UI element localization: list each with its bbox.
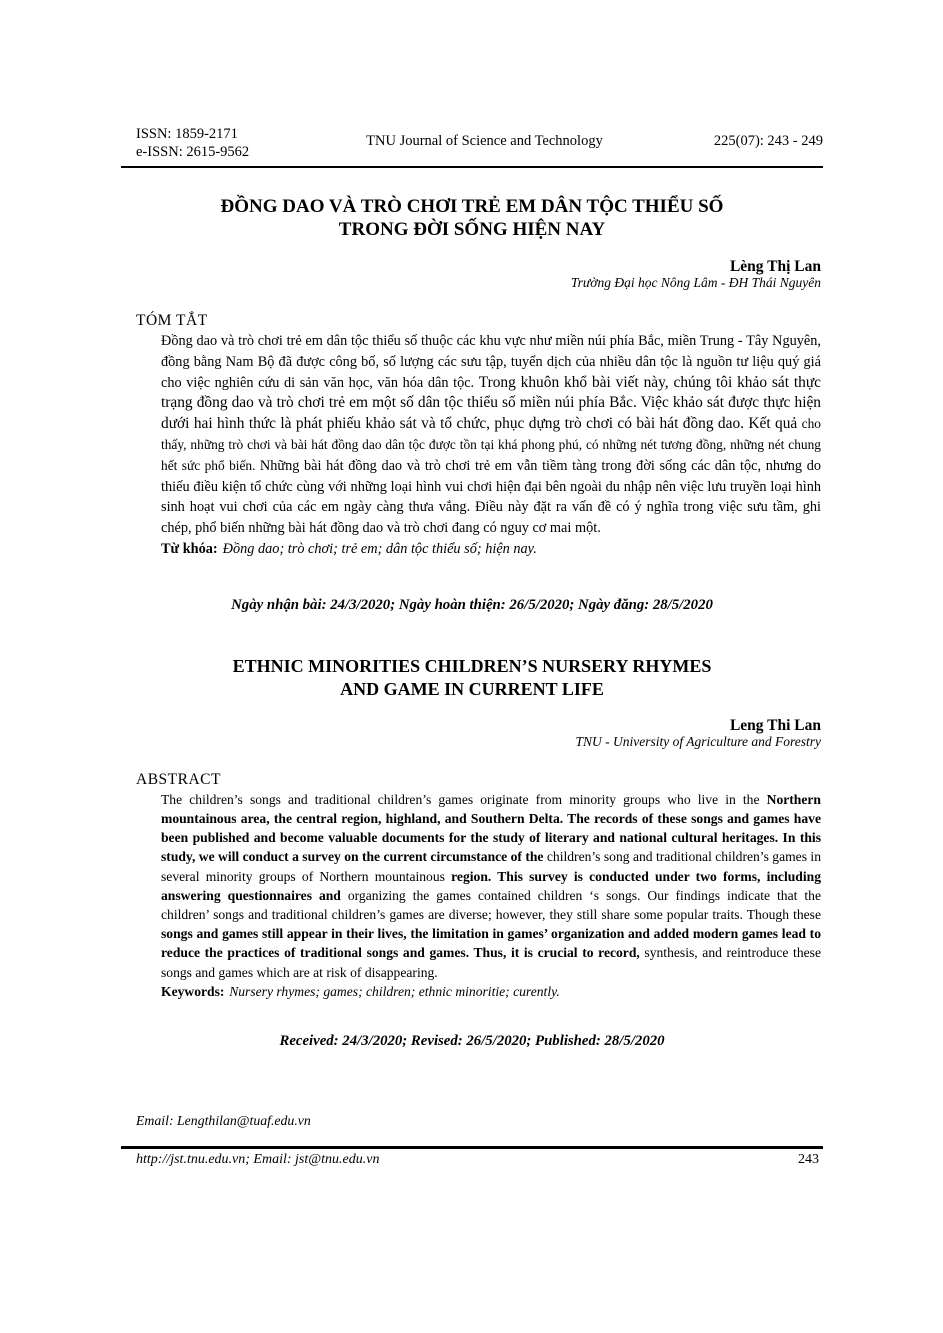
english-title <box>121 655 823 701</box>
corresponding-email: Email: Lengthilan@tuaf.edu.vn <box>136 1113 311 1128</box>
english-abstract-text <box>161 790 821 982</box>
english-author-affiliation: TNU - University of Agriculture and Forestry <box>575 733 821 749</box>
vietnamese-author-name: Lèng Thị Lan <box>729 258 821 275</box>
footer-divider <box>121 1146 823 1149</box>
vietnamese-abstract-seg3: cho thấy, những trò chơi và bài hát đồng dao dân tộc được tồn tại khá phong phú, có những nét tương đồng, những nét chung hết sức phổ biến. <box>161 416 821 473</box>
issn-electronic: e-ISSN: 2615-9562 <box>136 143 250 160</box>
vietnamese-abstract-seg2: Trong khuôn khổ bài viết này, chúng tôi khảo sát thực trạng đồng dao và trò chơi trẻ em một số dân tộc thiểu số miền núi phía Bắc. Việc khảo sát được thực hiện dưới hai hình thức là phát phiếu khảo sát và tổ chức, phục dựng trò chơi có bài hát đồng dao. Kết quả <box>161 373 821 433</box>
english-abstract-seg3: children’s song and traditional children’s games in several minority groups of Northern mountainous <box>161 849 821 884</box>
issn-block <box>121 126 336 161</box>
issue-info: 225(07): 243 - 249 <box>713 133 823 149</box>
vietnamese-dates-line: Ngày nhận bài: 24/3/2020; Ngày hoàn thiện: 26/5/2020; Ngày đăng: 28/5/2020 <box>231 596 713 613</box>
english-author-name: Leng Thi Lan <box>729 716 821 734</box>
english-abstract-seg7: synthesis, and reintroduce these songs and games which are at risk of disappearing. <box>161 945 821 980</box>
english-abstract-seg4: region. This survey is conducted under two forms, including answering questionnaires and <box>161 868 821 903</box>
english-abstract-seg5: organizing the games contained children ‘s songs. Our findings indicate that the children’ songs and traditional children’s games are diverse; however, they still share some popular traits. Though these <box>161 887 821 922</box>
journal-header <box>121 126 823 168</box>
english-keywords-line <box>161 982 821 1001</box>
journal-website: http://jst.tnu.edu.vn; Email: jst@tnu.edu.vn <box>136 1152 380 1167</box>
vietnamese-title-line1: ĐỒNG DAO VÀ TRÒ CHƠI TRẺ EM DÂN TỘC THIỂU SỐ <box>220 196 724 217</box>
vietnamese-title-line2: TRONG ĐỜI SỐNG HIỆN NAY <box>338 219 606 240</box>
english-title-line1: ETHNIC MINORITIES CHILDREN’S NURSERY RHYMES <box>232 655 712 676</box>
english-keywords-text: Nursery rhymes; games; children; ethnic minoritie; curently. <box>229 983 560 999</box>
vietnamese-keywords-line <box>161 539 821 560</box>
page-number: 243 <box>798 1152 819 1167</box>
english-abstract-seg1: The children’s songs and traditional children’s games originate from minority groups who live in the <box>161 791 767 807</box>
english-author-block <box>121 717 823 750</box>
vietnamese-abstract-seg4: Những bài hát đồng dao và trò chơi trẻ em vẫn tiềm tàng trong đời sống các dân tộc, nhưng do thiếu điều kiện tổ chức cùng với những loại hình vui chơi hiện đại bên ngoài du nhập nên việc lưu truyền loại hình sinh hoạt vui chơi của các em ngày càng thưa vắng. Điều này đặt ra vấn đề có ý nghĩa trong việc sưu tầm, ghi chép, phổ biến những bài hát đồng dao và trò chơi đang có nguy cơ mai một. <box>161 457 821 537</box>
english-abstract-heading: ABSTRACT <box>136 770 221 788</box>
vietnamese-abstract-text <box>161 331 821 539</box>
english-abstract-seg2: Northern mountainous area, the central region, highland, and Southern Delta. The records of these songs and games have been published and become valuable documents for the study of literary and national cultural heritages. In this study, we will conduct a survey on the current circumstance of the <box>161 791 821 865</box>
footer-row <box>121 1152 823 1168</box>
vietnamese-author-block <box>121 258 823 291</box>
english-dates-line: Received: 24/3/2020; Revised: 26/5/2020; Published: 28/5/2020 <box>279 1033 665 1049</box>
vietnamese-author-affiliation: Trường Đại học Nông Lâm - ĐH Thái Nguyên <box>570 275 821 290</box>
english-abstract-seg6: songs and games still appear in their lives, the limitation in games’ organization and added modern games lead to reduce the practices of traditional songs and games. Thus, it is crucial to record, <box>161 926 821 961</box>
vietnamese-abstract-seg1: Đồng dao và trò chơi trẻ em dân tộc thiểu số thuộc các khu vực như miền núi phía Bắc, miền Trung - Tây Nguyên, đồng bằng Nam Bộ đã được công bố, số lượng các sưu tập, tuyển dịch của nhiều dân tộc là nguồn tư liệu quý giá cho việc nghiên cứu di sản văn học, văn hóa dân tộc. <box>161 333 821 391</box>
vietnamese-keywords-label: Từ khóa: <box>161 540 218 557</box>
journal-name: TNU Journal of Science and Technology <box>366 133 603 149</box>
english-keywords-label: Keywords: <box>161 983 225 999</box>
vietnamese-title <box>121 195 823 241</box>
issn-print: ISSN: 1859-2171 <box>136 126 238 142</box>
english-title-line2: AND GAME IN CURRENT LIFE <box>340 678 604 699</box>
vietnamese-keywords-text: Đồng dao; trò chơi; trẻ em; dân tộc thiểu số; hiện nay. <box>222 540 537 557</box>
vietnamese-abstract-heading: TÓM TẮT <box>136 312 208 329</box>
